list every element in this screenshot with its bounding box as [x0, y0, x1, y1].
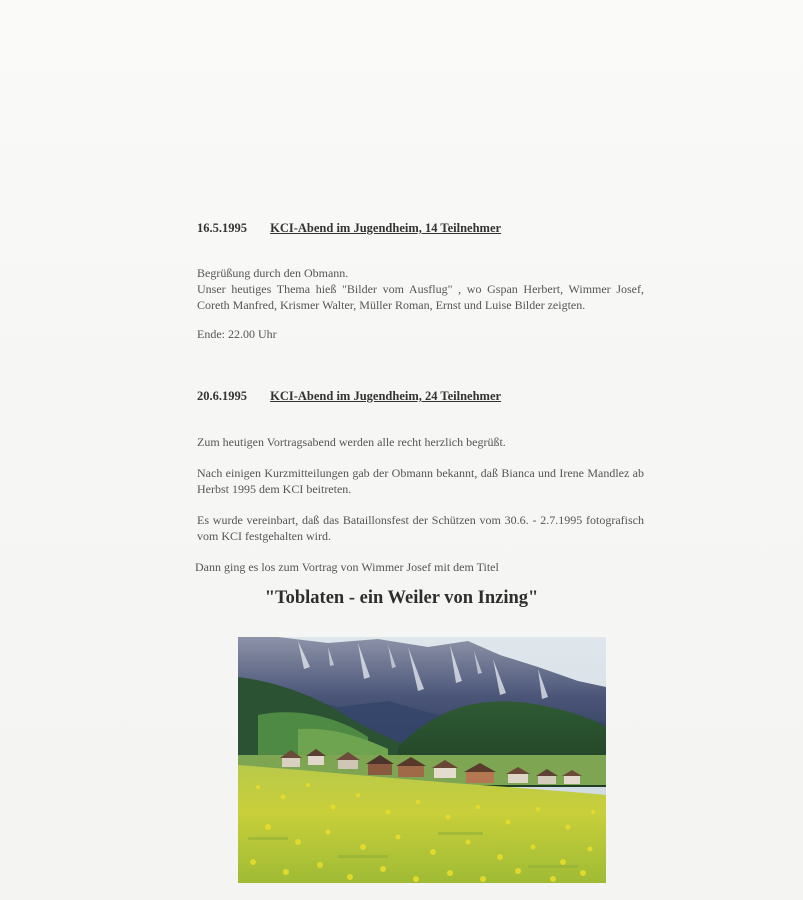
- entry-heading: [197, 389, 644, 404]
- greeting-line: Begrüßung durch den Obmann.: [197, 266, 349, 280]
- entry-title: KCI-Abend im Jugendheim, 14 Teilnehmer: [270, 221, 502, 235]
- welcome-paragraph: Zum heutigen Vortragsabend werden alle recht herzlich begrüßt.: [197, 435, 506, 449]
- village-photo: [238, 637, 606, 883]
- entry-title: KCI-Abend im Jugendheim, 24 Teilnehmer: [270, 389, 502, 403]
- entry-16-5-1995: [197, 221, 644, 342]
- entry-date: 20.6.1995: [197, 389, 247, 403]
- village-photo-image: [238, 637, 606, 883]
- talk-intro-paragraph: Dann ging es los zum Vortrag von Wimmer Josef mit dem Titel: [195, 560, 499, 574]
- entry-heading: [197, 221, 644, 236]
- talk-title: "Toblaten - ein Weiler von Inzing": [264, 588, 539, 608]
- topic-paragraph: Unser heutiges Thema hieß "Bilder vom Ausflug" , wo Gspan Herbert, Wimmer Josef, Coreth Manfred, Krismer Walter, Müller Roman, Ernst und Luise Bilder zeigten.: [197, 282, 644, 312]
- entry-date: 16.5.1995: [197, 221, 247, 235]
- entry-20-6-1995: [197, 389, 644, 575]
- announcement-paragraph: Nach einigen Kurzmitteilungen gab der Obmann bekannt, daß Bianca und Irene Mandlez ab Herbst 1995 dem KCI beitreten.: [197, 466, 644, 496]
- end-time: Ende: 22.00 Uhr: [197, 327, 277, 341]
- agreement-paragraph: Es wurde vereinbart, daß das Bataillonsfest der Schützen vom 30.6. - 2.7.1995 fotografisch vom KCI festgehalten wird.: [197, 513, 644, 543]
